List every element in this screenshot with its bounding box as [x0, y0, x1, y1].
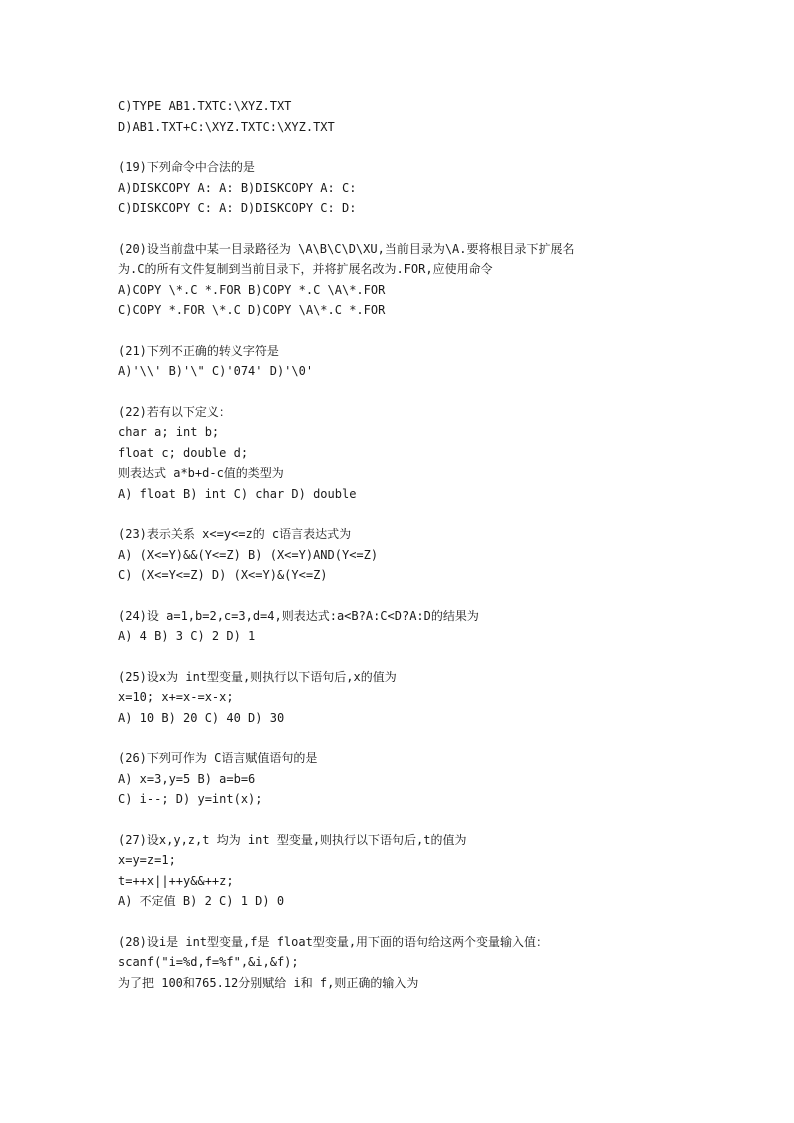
text-line: A) 不定值 B) 2 C) 1 D) 0 — [118, 894, 285, 908]
text-line: (26)下列可作为 C语言赋值语句的是 — [118, 751, 318, 765]
text-line: A)'\\' B)'\" C)'074' D)'\0' — [118, 364, 314, 378]
paragraph-gap — [118, 647, 718, 667]
text-line: (22)若有以下定义： — [118, 404, 231, 419]
paragraph-gap — [118, 137, 718, 157]
text-line: A) (X<=Y)&&(Y<=Z) B) (X<=Y)AND(Y<=Z) — [118, 547, 379, 562]
text-line: C) (X<=Y<=Z) D) (X<=Y)&(Y<=Z) — [118, 568, 328, 582]
text-line: scanf("i=%d,f=%f",&i,&f); — [118, 955, 299, 969]
question-block — [118, 157, 718, 219]
question-block — [118, 96, 718, 137]
question-block — [118, 667, 718, 729]
text-line: 则表达式 a*b+d-c值的类型为 — [118, 466, 284, 480]
question-block — [118, 402, 718, 505]
question-block — [118, 239, 718, 321]
text-line: C)COPY *.FOR \*.C D)COPY \A\*.C *.FOR — [118, 303, 386, 317]
text-line: A) x=3,y=5 B) a=b=6 — [118, 771, 256, 786]
question-block — [118, 932, 718, 994]
text-line: (21)下列不正确的转义字符是 — [118, 343, 279, 358]
text-line: C)DISKCOPY C: A: D)DISKCOPY C: D: — [118, 201, 357, 215]
text-line: C) i--; D) y=int(x); — [118, 792, 263, 806]
paragraph-gap — [118, 586, 718, 606]
paragraph-gap — [118, 504, 718, 524]
question-block — [118, 524, 718, 586]
paragraph-gap — [118, 382, 718, 402]
text-line: C)TYPE AB1.TXTC:\XYZ.TXT — [118, 99, 292, 113]
text-line: 为了把 100和765.12分别赋给 i和 f,则正确的输入为 — [118, 975, 419, 990]
text-line: (23)表示关系 x<=y<=z的 c语言表达式为 — [118, 527, 352, 541]
text-line: A) 10 B) 20 C) 40 D) 30 — [118, 710, 285, 725]
text-line: (19)下列命令中合法的是 — [118, 160, 255, 174]
text-line: (27)设x,y,z,t 均为 int 型变量,则执行以下语句后,t的值为 — [118, 832, 467, 847]
text-line: A)COPY \*.C *.FOR B)COPY *.C \A\*.FOR — [118, 282, 386, 297]
question-block — [118, 606, 718, 647]
paragraph-gap — [118, 321, 718, 341]
text-line: x=y=z=1; — [118, 853, 176, 867]
text-line: D)AB1.TXT+C:\XYZ.TXTC:\XYZ.TXT — [118, 119, 335, 134]
paragraph-gap — [118, 810, 718, 830]
question-block — [118, 830, 718, 912]
text-line: A)DISKCOPY A: A: B)DISKCOPY A: C: — [118, 180, 357, 195]
paragraph-gap — [118, 219, 718, 239]
text-line: 为.C的所有文件复制到当前目录下，并将扩展名改为.FOR,应使用命令 — [118, 262, 493, 276]
paragraph-gap — [118, 728, 718, 748]
text-line: (25)设x为 int型变量,则执行以下语句后,x的值为 — [118, 669, 397, 684]
exam-questions-text — [118, 96, 718, 993]
question-block — [118, 341, 718, 382]
text-line: (20)设当前盘中某一目录路径为 \A\B\C\D\XU,当前目录为\A.要将根目录下扩展名 — [118, 241, 575, 256]
text-line: x=10; x+=x-=x-x; — [118, 690, 234, 704]
text-line: A) float B) int C) char D) double — [118, 486, 357, 501]
paragraph-gap — [118, 912, 718, 932]
text-line: char a; int b; — [118, 425, 220, 439]
text-line: A) 4 B) 3 C) 2 D) 1 — [118, 629, 256, 643]
text-line: float c; double d; — [118, 445, 249, 460]
question-block — [118, 748, 718, 810]
text-line: (24)设 a=1,b=2,c=3,d=4,则表达式:a<B?A:C<D?A:D的结果为 — [118, 608, 479, 623]
text-line: t=++x||++y&&++z; — [118, 873, 234, 888]
text-line: (28)设i是 int型变量,f是 float型变量,用下面的语句给这两个变量输入值： — [118, 934, 549, 949]
